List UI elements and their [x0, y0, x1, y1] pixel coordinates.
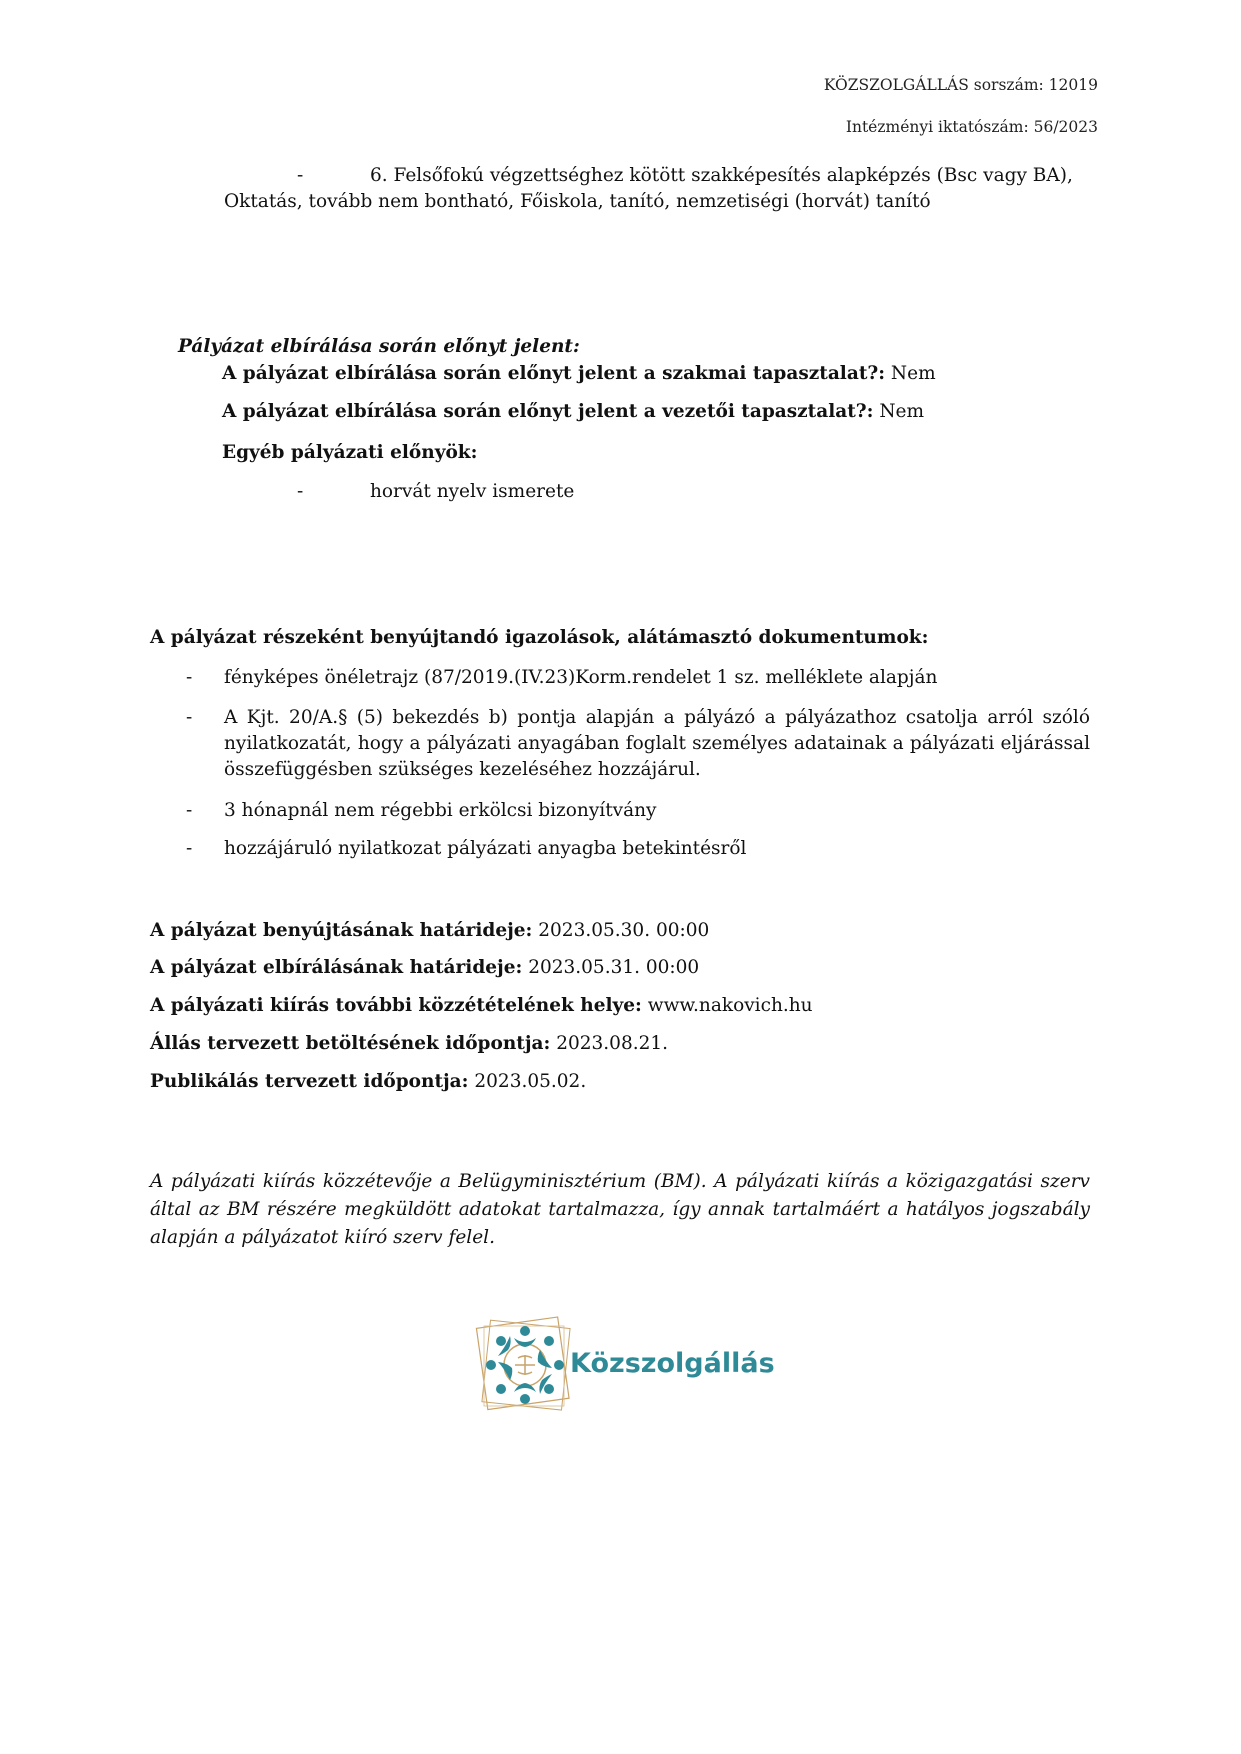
managerial-experience-value: Nem [873, 401, 924, 422]
evaluation-deadline-label: A pályázat elbírálásának határideje: [150, 957, 523, 978]
qualification-line-1: 6. Felsőfokú végzettséghez kötött szakképesítés alapképzés (Bsc vagy BA), [370, 165, 1073, 186]
qualification-line-2: Oktatás, tovább nem bontható, Főiskola, tanító, nemzetiségi (horvát) tanító [224, 191, 931, 212]
publisher-note: A pályázati kiírás közzétevője a Belügyminisztérium (BM). A pályázati kiírás a közigazgatási szerv által az BM részére megküldött adatokat tartalmazza, így annak tartalmáért a hatályos jogszabály alapján a pályázatot kiíró szerv felel. [150, 1171, 1090, 1248]
bullet-dash: - [186, 707, 193, 728]
managerial-experience-row [222, 399, 924, 425]
bullet-dash: - [186, 667, 193, 688]
publish-date-label: Publikálás tervezett időpontja: [150, 1071, 469, 1092]
professional-experience-row [222, 361, 936, 387]
kozszolgallas-logo [470, 1310, 790, 1425]
deadline-value: 2023.05.30. 00:00 [532, 920, 710, 941]
document-serial-number: KÖZSZOLGÁLLÁS sorszám: 12019 [823, 76, 1098, 94]
document-item-text: A Kjt. 20/A.§ (5) bekezdés b) pontja alapján a pályázó a pályázathoz csatolja arról szóló nyilatkozatát, hogy a pályázati anyagában foglalt személyes adatainak a pályázati eljárással összefüggésben szükséges kezeléséhez hozzájárul. [224, 707, 1090, 780]
qualification-dash: - [297, 165, 304, 186]
document-filing-number: Intézményi iktatószám: 56/2023 [845, 118, 1098, 136]
evaluation-deadline-row [150, 955, 699, 981]
publication-place-label: A pályázati kiírás további közzétételének helye: [150, 995, 642, 1016]
logo-wordmark: Közszolgállás [570, 1348, 775, 1379]
publication-place-row [150, 993, 813, 1019]
advantages-heading: Pályázat elbírálása során előnyt jelent: [178, 336, 580, 357]
publication-place-value: www.nakovich.hu [641, 995, 813, 1016]
deadline-row [150, 918, 709, 944]
document-item-text: fényképes önéletrajz (87/2019.(IV.23)Korm.rendelet 1 sz. melléklete alapján [224, 667, 938, 688]
bullet-dash: - [186, 800, 193, 821]
managerial-experience-label: A pályázat elbírálása során előnyt jelent a vezetői tapasztalat?: [222, 401, 874, 422]
evaluation-deadline-value: 2023.05.31. 00:00 [522, 957, 700, 978]
deadline-label: A pályázat benyújtásának határideje: [150, 920, 533, 941]
people-circle-logo-icon [470, 1310, 580, 1420]
other-advantage-item: horvát nyelv ismerete [370, 481, 575, 502]
other-advantage-dash: - [297, 481, 304, 502]
professional-experience-value: Nem [885, 363, 936, 384]
documents-heading: A pályázat részeként benyújtandó igazolások, alátámasztó dokumentumok: [150, 627, 929, 648]
bullet-dash: - [186, 838, 193, 859]
publish-date-row [150, 1069, 586, 1095]
professional-experience-label: A pályázat elbírálása során előnyt jelent a szakmai tapasztalat?: [222, 363, 886, 384]
fill-date-row [150, 1031, 668, 1057]
fill-date-label: Állás tervezett betöltésének időpontja: [150, 1033, 551, 1054]
document-item-text: hozzájáruló nyilatkozat pályázati anyagba betekintésről [224, 838, 747, 859]
publish-date-value: 2023.05.02. [468, 1071, 587, 1092]
document-item-text: 3 hónapnál nem régebbi erkölcsi bizonyítvány [224, 800, 657, 821]
other-advantages-label: Egyéb pályázati előnyök: [222, 442, 478, 463]
fill-date-value: 2023.08.21. [550, 1033, 669, 1054]
